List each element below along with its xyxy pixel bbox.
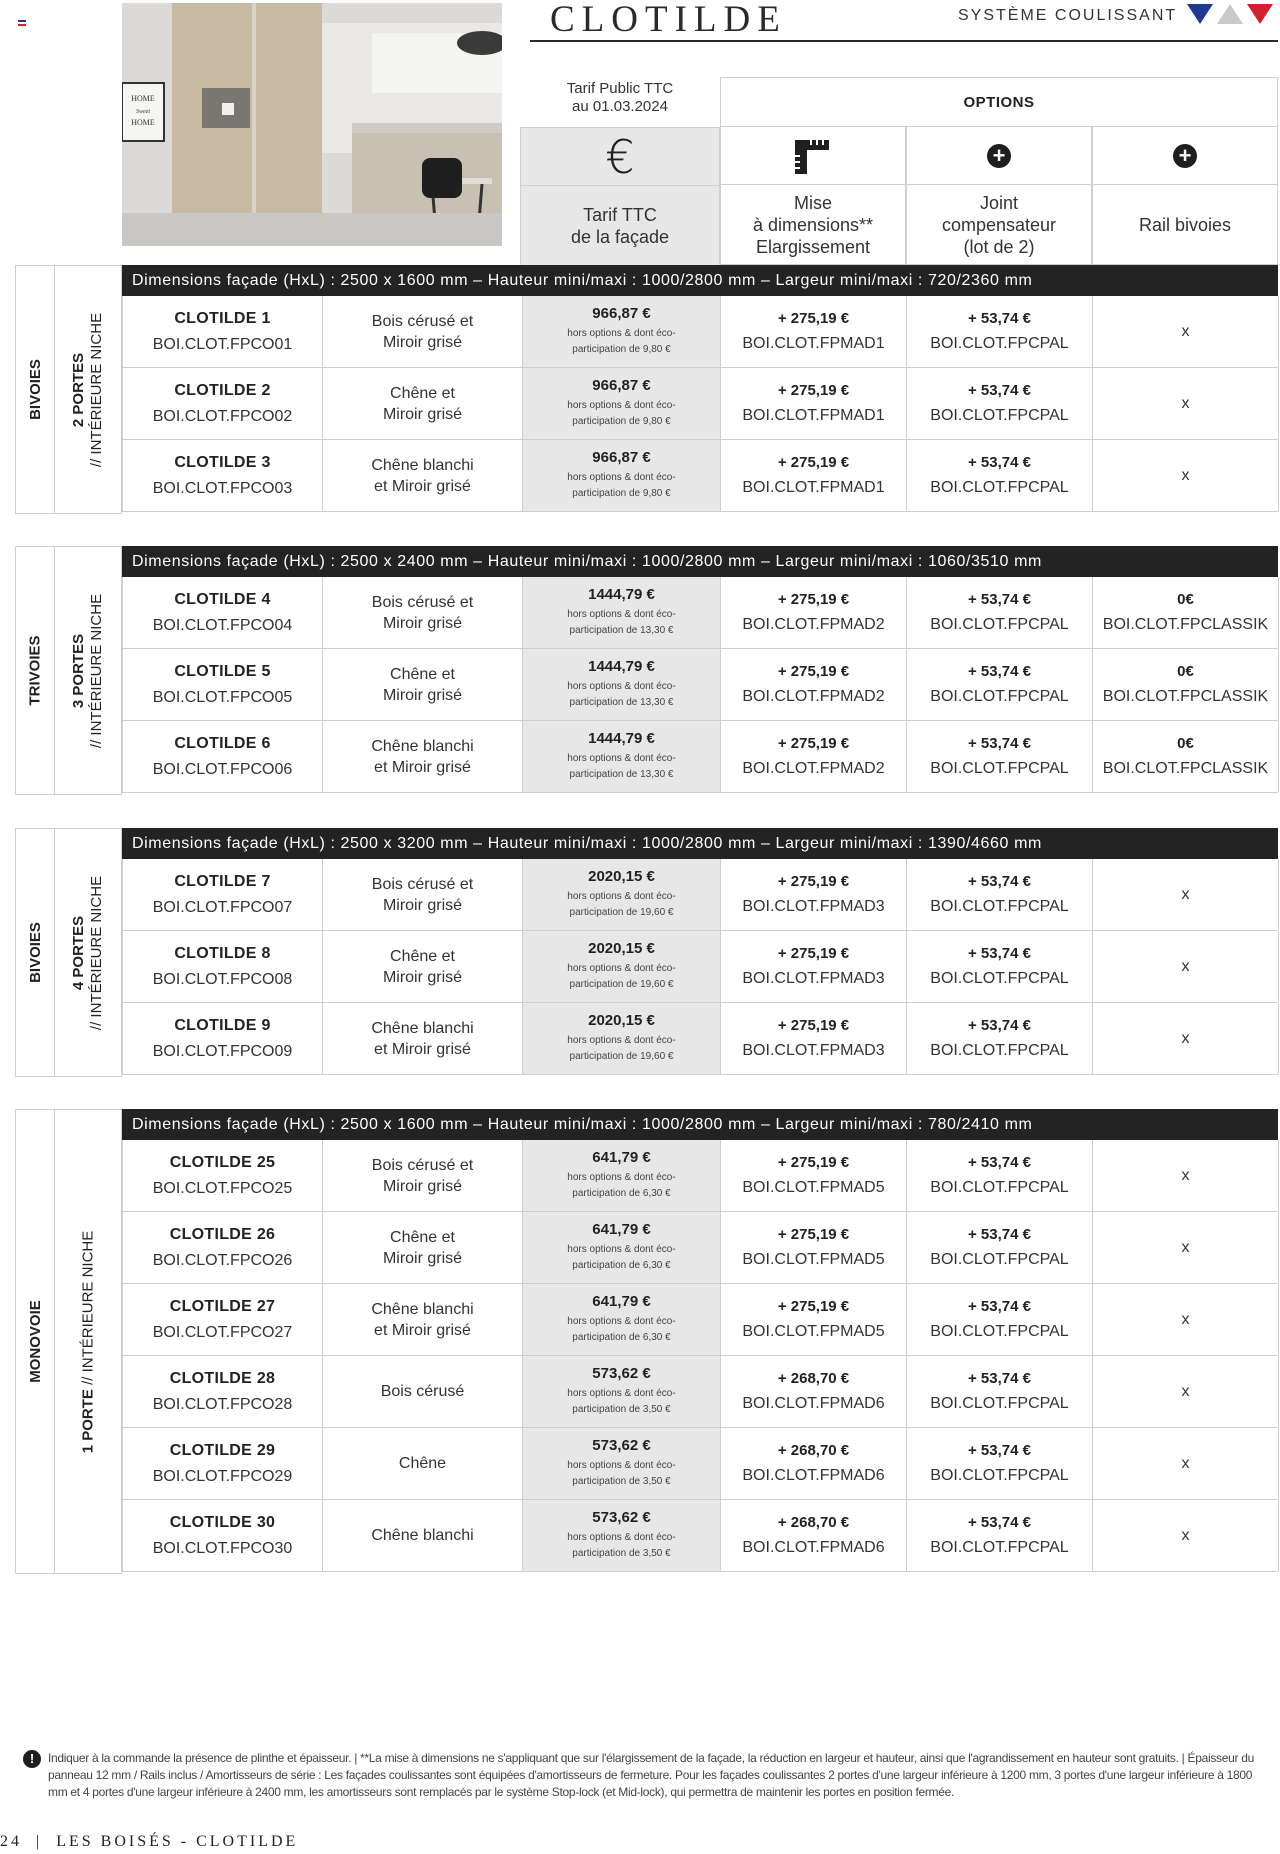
price-note-prefix: hors options & dont éco- [567, 472, 676, 483]
flag-icon [18, 20, 26, 26]
side-category: TRIVOIES [15, 546, 55, 795]
side-doors: 4 PORTES // INTÉRIEURE NICHE [55, 828, 122, 1077]
mise-ref: BOI.CLOT.FPMAD6 [742, 1539, 885, 1556]
eco-participation: participation de 6,30 € [572, 1188, 671, 1199]
joint-price: + 53,74 € [968, 382, 1031, 399]
product-name: CLOTILDE 7 [174, 872, 271, 890]
rail-ref: BOI.CLOT.FPCLASSIK [1102, 760, 1269, 777]
section-trivoies-3-portes [15, 546, 1278, 795]
price-note-prefix: hors options & dont éco- [567, 1172, 676, 1183]
mise-ref: BOI.CLOT.FPMAD5 [742, 1179, 885, 1196]
euro-icon: € [605, 129, 635, 184]
joint-price: + 53,74 € [968, 1017, 1031, 1034]
joint-price: + 53,74 € [968, 1154, 1031, 1171]
product-name: CLOTILDE 30 [169, 1513, 276, 1531]
product-name: CLOTILDE 5 [174, 662, 271, 680]
table-row [123, 721, 1278, 793]
plus-circle-icon: + [1173, 144, 1197, 168]
price: 966,87 € [592, 449, 651, 466]
joint-ref: BOI.CLOT.FPCPAL [930, 479, 1069, 496]
page-number: 24 [0, 1833, 22, 1850]
mise-price: + 268,70 € [777, 1442, 850, 1459]
side-category: MONOVOIE [15, 1109, 55, 1574]
material-line1: Chêne blanchi [371, 1527, 474, 1544]
side-doors: 1 PORTE // INTÉRIEURE NICHE [55, 1109, 122, 1574]
joint-price: + 53,74 € [968, 454, 1031, 471]
mise-price: + 275,19 € [777, 454, 850, 471]
rail-value: x [1181, 1454, 1190, 1472]
dimensions-band: Dimensions façade (HxL) : 2500 x 1600 mm – Hauteur mini/maxi : 1000/2800 mm – Largeur mini/maxi : 720/2360 mm [122, 265, 1278, 296]
price-note-prefix: hors options & dont éco- [567, 609, 676, 620]
material-line1: Chêne et [390, 947, 455, 965]
eco-participation: participation de 13,30 € [569, 625, 674, 636]
material-line1: Chêne blanchi [371, 1019, 474, 1037]
section-bivoies-2-portes [15, 265, 1278, 514]
price-note-prefix: hors options & dont éco- [567, 328, 676, 339]
price: 966,87 € [592, 305, 651, 322]
eco-participation: participation de 9,80 € [572, 488, 671, 499]
price-note-prefix: hors options & dont éco- [567, 753, 676, 764]
mise-price: + 275,19 € [777, 1226, 850, 1243]
tarif-note [555, 80, 685, 116]
eco-participation: participation de 9,80 € [572, 416, 671, 427]
joint-ref: BOI.CLOT.FPCPAL [930, 1539, 1069, 1556]
eco-participation: participation de 19,60 € [569, 979, 674, 990]
product-ref: BOI.CLOT.FPCO01 [152, 335, 293, 353]
footer-brand: LES BOISÉS - CLOTILDE [56, 1833, 299, 1850]
tarif-note-line1: Tarif Public TTC [566, 80, 674, 97]
joint-ref: BOI.CLOT.FPCPAL [930, 688, 1069, 705]
material-line1: Bois cérusé et [371, 312, 474, 330]
mise-ref: BOI.CLOT.FPMAD5 [742, 1323, 885, 1340]
rail-ref: BOI.CLOT.FPCLASSIK [1102, 616, 1269, 633]
material-line1: Bois cérusé et [371, 1156, 474, 1174]
price-note-prefix: hors options & dont éco- [567, 1460, 676, 1471]
joint-price: + 53,74 € [968, 945, 1031, 962]
table-row [123, 859, 1278, 931]
joint-ref: BOI.CLOT.FPCPAL [930, 1251, 1069, 1268]
table-row [123, 649, 1278, 721]
material-line2: Miroir grisé [382, 896, 463, 914]
table-row [123, 1212, 1278, 1284]
rail-value: x [1181, 1029, 1190, 1047]
price: 641,79 € [592, 1293, 651, 1310]
page-subtitle: SYSTÈME COULISSANT [958, 7, 1178, 24]
joint-ref: BOI.CLOT.FPCPAL [930, 616, 1069, 633]
col-joint-line2: compensateur [941, 215, 1057, 235]
joint-ref: BOI.CLOT.FPCPAL [930, 1042, 1069, 1059]
price-note-prefix: hors options & dont éco- [567, 1532, 676, 1543]
section-bivoies-4-portes [15, 828, 1278, 1077]
mise-ref: BOI.CLOT.FPMAD5 [742, 1251, 885, 1268]
material-line2: Miroir grisé [382, 614, 463, 632]
price: 641,79 € [592, 1221, 651, 1238]
mise-price: + 275,19 € [777, 735, 850, 752]
footer-separator: | [36, 1833, 43, 1850]
joint-price: + 53,74 € [968, 1442, 1031, 1459]
mise-price: + 275,19 € [777, 1017, 850, 1034]
mise-ref: BOI.CLOT.FPMAD6 [742, 1467, 885, 1484]
rail-value: x [1181, 885, 1190, 903]
product-ref: BOI.CLOT.FPCO07 [152, 898, 293, 916]
rail-value: x [1181, 1166, 1190, 1184]
col-header-tarif [520, 127, 720, 265]
rail-price: 0€ [1177, 735, 1194, 752]
dimensions-band: Dimensions façade (HxL) : 2500 x 1600 mm – Hauteur mini/maxi : 1000/2800 mm – Largeur mini/maxi : 780/2410 mm [122, 1109, 1278, 1140]
plus-circle-icon: + [987, 144, 1011, 168]
product-name: CLOTILDE 2 [174, 381, 271, 399]
product-ref: BOI.CLOT.FPCO27 [152, 1323, 293, 1341]
footnote: Indiquer à la commande la présence de plinthe et épaisseur. | **La mise à dimensions ne s'appliquant que sur l'élargissement de la façade, la réduction en largeur et hauteur, ainsi que l'agrandissement en hauteur sont gratuits. | Épaisseur du panneau 12 mm / Rails inclus / Amortisseurs de série : Les façades coulissantes sont équipées d'amortisseurs de fermeture. Pour les façades coulissantes 2 portes d'une largeur inférieure à 1200 mm, 3 portes d'une largeur inférieure à 1800 mm et 4 portes d'une largeur inférieure à 2400 mm, les amortisseurs sont remplacés par le système Stop-lock (et Mid-lock), qui permettra de maintenir les portes en position fermée. [48, 1751, 1254, 1799]
mise-price: + 275,19 € [777, 1298, 850, 1315]
table-row [123, 1428, 1278, 1500]
table-row [123, 931, 1278, 1003]
rail-price: 0€ [1177, 663, 1194, 680]
table-row [123, 440, 1278, 512]
material-line2: Miroir grisé [382, 405, 463, 423]
table-row [123, 1500, 1278, 1572]
col-header-rail [1092, 127, 1278, 265]
rail-ref: BOI.CLOT.FPCLASSIK [1102, 688, 1269, 705]
rows [122, 577, 1278, 793]
joint-ref: BOI.CLOT.FPCPAL [930, 898, 1069, 915]
material-line2: et Miroir grisé [374, 758, 471, 776]
rail-value: x [1181, 1238, 1190, 1256]
mise-price: + 275,19 € [777, 945, 850, 962]
rail-value: x [1181, 1382, 1190, 1400]
product-name: CLOTILDE 4 [174, 590, 271, 608]
side-category: BIVOIES [15, 828, 55, 1077]
eco-participation: participation de 6,30 € [572, 1332, 671, 1343]
col-header-joint [906, 127, 1092, 265]
mise-ref: BOI.CLOT.FPMAD3 [742, 970, 885, 987]
product-name: CLOTILDE 3 [174, 453, 271, 471]
eco-participation: participation de 13,30 € [569, 697, 674, 708]
joint-ref: BOI.CLOT.FPCPAL [930, 407, 1069, 424]
ruler-icon [793, 136, 833, 176]
joint-price: + 53,74 € [968, 735, 1031, 752]
table-row [123, 1003, 1278, 1075]
material-line1: Chêne et [390, 665, 455, 683]
mise-ref: BOI.CLOT.FPMAD6 [742, 1395, 885, 1412]
price: 573,62 € [592, 1437, 651, 1454]
eco-participation: participation de 3,50 € [572, 1404, 671, 1415]
mise-price: + 275,19 € [777, 382, 850, 399]
eco-participation: participation de 19,60 € [569, 907, 674, 918]
product-name: CLOTILDE 9 [174, 1016, 271, 1034]
mise-price: + 275,19 € [777, 1154, 850, 1171]
eco-participation: participation de 6,30 € [572, 1260, 671, 1271]
mise-ref: BOI.CLOT.FPMAD3 [742, 898, 885, 915]
product-ref: BOI.CLOT.FPCO04 [152, 616, 293, 634]
mise-ref: BOI.CLOT.FPMAD3 [742, 1042, 885, 1059]
price-note-prefix: hors options & dont éco- [567, 1244, 676, 1255]
material-line1: Bois cérusé [380, 1383, 465, 1400]
rows [122, 1140, 1278, 1572]
side-doors: 3 PORTES // INTÉRIEURE NICHE [55, 546, 122, 795]
title-rule [530, 40, 1278, 42]
price: 966,87 € [592, 377, 651, 394]
material-line1: Chêne et [390, 384, 455, 402]
rail-price: 0€ [1177, 591, 1194, 608]
material-line1: Bois cérusé et [371, 875, 474, 893]
side-doors: 2 PORTES // INTÉRIEURE NICHE [55, 265, 122, 514]
dimensions-band: Dimensions façade (HxL) : 2500 x 3200 mm – Hauteur mini/maxi : 1000/2800 mm – Largeur mini/maxi : 1390/4660 mm [122, 828, 1278, 859]
page-footer [0, 1833, 298, 1851]
rail-value: x [1181, 1526, 1190, 1544]
mise-price: + 275,19 € [777, 591, 850, 608]
price: 641,79 € [592, 1149, 651, 1166]
table-row [123, 368, 1278, 440]
table-row [123, 1140, 1278, 1212]
eco-participation: participation de 3,50 € [572, 1476, 671, 1487]
joint-price: + 53,74 € [968, 1298, 1031, 1315]
price-note-prefix: hors options & dont éco- [567, 1388, 676, 1399]
product-name: CLOTILDE 26 [169, 1225, 276, 1243]
rail-value: x [1181, 957, 1190, 975]
mise-ref: BOI.CLOT.FPMAD1 [742, 335, 885, 352]
joint-price: + 53,74 € [968, 1370, 1031, 1387]
material-line2: Miroir grisé [382, 968, 463, 986]
rail-value: x [1181, 394, 1190, 412]
table-row [123, 296, 1278, 368]
photo-sign-line3: HOME [131, 118, 155, 127]
joint-ref: BOI.CLOT.FPCPAL [930, 1467, 1069, 1484]
table-row [123, 577, 1278, 649]
price: 2020,15 € [588, 940, 655, 957]
page-title: CLOTILDE [550, 0, 787, 40]
dimensions-band: Dimensions façade (HxL) : 2500 x 2400 mm – Hauteur mini/maxi : 1000/2800 mm – Largeur mini/maxi : 1060/3510 mm [122, 546, 1278, 577]
product-ref: BOI.CLOT.FPCO03 [152, 479, 293, 497]
material-line2: Miroir grisé [382, 1249, 463, 1267]
material-line1: Chêne blanchi [371, 1300, 474, 1318]
price: 1444,79 € [588, 658, 655, 675]
price-note-prefix: hors options & dont éco- [567, 891, 676, 902]
joint-price: + 53,74 € [968, 310, 1031, 327]
photo-sign-line2: Sweet [136, 109, 150, 115]
rail-value: x [1181, 322, 1190, 340]
options-header: OPTIONS [720, 77, 1278, 127]
joint-ref: BOI.CLOT.FPCPAL [930, 1323, 1069, 1340]
joint-price: + 53,74 € [968, 591, 1031, 608]
side-category: BIVOIES [15, 265, 55, 514]
eco-participation: participation de 9,80 € [572, 344, 671, 355]
product-name: CLOTILDE 29 [169, 1441, 276, 1459]
product-name: CLOTILDE 8 [174, 944, 271, 962]
material-line1: Chêne et [390, 1228, 455, 1246]
product-ref: BOI.CLOT.FPCO26 [152, 1251, 293, 1269]
joint-price: + 53,74 € [968, 1514, 1031, 1531]
photo-sign-line1: HOME [131, 94, 155, 103]
price-note-prefix: hors options & dont éco- [567, 963, 676, 974]
info-exclamation-icon: ! [23, 1750, 41, 1768]
joint-ref: BOI.CLOT.FPCPAL [930, 335, 1069, 352]
product-ref: BOI.CLOT.FPCO06 [152, 760, 293, 778]
price: 1444,79 € [588, 730, 655, 747]
product-name: CLOTILDE 28 [169, 1369, 276, 1387]
price-note-prefix: hors options & dont éco- [567, 400, 676, 411]
product-ref: BOI.CLOT.FPCO25 [152, 1179, 293, 1197]
material-line2: Miroir grisé [382, 686, 463, 704]
material-line2: et Miroir grisé [374, 1321, 471, 1339]
material-line1: Bois cérusé et [371, 593, 474, 611]
tarif-note-line2: au 01.03.2024 [572, 98, 668, 115]
section-monovoie-1-porte [15, 1109, 1278, 1574]
rail-value: x [1181, 1310, 1190, 1328]
product-ref: BOI.CLOT.FPCO05 [152, 688, 293, 706]
material-line2: et Miroir grisé [374, 1040, 471, 1058]
brand-triangles-icon [1187, 4, 1277, 26]
joint-ref: BOI.CLOT.FPCPAL [930, 1395, 1069, 1412]
material-line2: Miroir grisé [382, 333, 463, 351]
rail-value: x [1181, 466, 1190, 484]
col-header-mise [720, 127, 906, 265]
material-line2: Miroir grisé [382, 1177, 463, 1195]
product-ref: BOI.CLOT.FPCO30 [152, 1539, 293, 1557]
price-note-prefix: hors options & dont éco- [567, 1035, 676, 1046]
material-line1: Chêne [398, 1455, 447, 1472]
mise-ref: BOI.CLOT.FPMAD2 [742, 688, 885, 705]
joint-ref: BOI.CLOT.FPCPAL [930, 1179, 1069, 1196]
table-row [123, 1356, 1278, 1428]
col-mise-line3: Elargissement [755, 237, 871, 257]
col-joint-line3: (lot de 2) [963, 237, 1035, 257]
joint-price: + 53,74 € [968, 663, 1031, 680]
col-tarif-line1: Tarif TTC [583, 205, 657, 225]
mise-price: + 275,19 € [777, 310, 850, 327]
mise-price: + 268,70 € [777, 1370, 850, 1387]
price-note-prefix: hors options & dont éco- [567, 681, 676, 692]
mise-ref: BOI.CLOT.FPMAD2 [742, 616, 885, 633]
product-name: CLOTILDE 1 [174, 309, 271, 327]
table-row [123, 1284, 1278, 1356]
product-ref: BOI.CLOT.FPCO29 [152, 1467, 293, 1485]
mise-ref: BOI.CLOT.FPMAD2 [742, 760, 885, 777]
material-line2: et Miroir grisé [374, 477, 471, 495]
product-photo [122, 3, 502, 246]
eco-participation: participation de 13,30 € [569, 769, 674, 780]
price: 2020,15 € [588, 868, 655, 885]
col-joint-line1: Joint [979, 193, 1018, 213]
price-note-prefix: hors options & dont éco- [567, 1316, 676, 1327]
eco-participation: participation de 19,60 € [569, 1051, 674, 1062]
col-rail-label: Rail bivoies [1138, 215, 1232, 235]
eco-participation: participation de 3,50 € [572, 1548, 671, 1559]
product-name: CLOTILDE 27 [169, 1297, 276, 1315]
material-line1: Chêne blanchi [371, 456, 474, 474]
product-ref: BOI.CLOT.FPCO09 [152, 1042, 293, 1060]
mise-ref: BOI.CLOT.FPMAD1 [742, 479, 885, 496]
product-ref: BOI.CLOT.FPCO28 [152, 1395, 293, 1413]
price: 573,62 € [592, 1365, 651, 1382]
product-ref: BOI.CLOT.FPCO08 [152, 970, 293, 988]
joint-ref: BOI.CLOT.FPCPAL [930, 760, 1069, 777]
rows [122, 859, 1278, 1075]
joint-ref: BOI.CLOT.FPCPAL [930, 970, 1069, 987]
price: 573,62 € [592, 1509, 651, 1526]
mise-price: + 268,70 € [777, 1514, 850, 1531]
mise-ref: BOI.CLOT.FPMAD1 [742, 407, 885, 424]
rows [122, 296, 1278, 512]
product-name: CLOTILDE 25 [169, 1153, 276, 1171]
col-mise-line1: Mise [793, 193, 832, 213]
col-mise-line2: à dimensions** [752, 215, 874, 235]
material-line1: Chêne blanchi [371, 737, 474, 755]
price: 2020,15 € [588, 1012, 655, 1029]
joint-price: + 53,74 € [968, 873, 1031, 890]
mise-price: + 275,19 € [777, 873, 850, 890]
product-name: CLOTILDE 6 [174, 734, 271, 752]
mise-price: + 275,19 € [777, 663, 850, 680]
col-tarif-line2: de la façade [570, 227, 670, 247]
price: 1444,79 € [588, 586, 655, 603]
product-ref: BOI.CLOT.FPCO02 [152, 407, 293, 425]
joint-price: + 53,74 € [968, 1226, 1031, 1243]
